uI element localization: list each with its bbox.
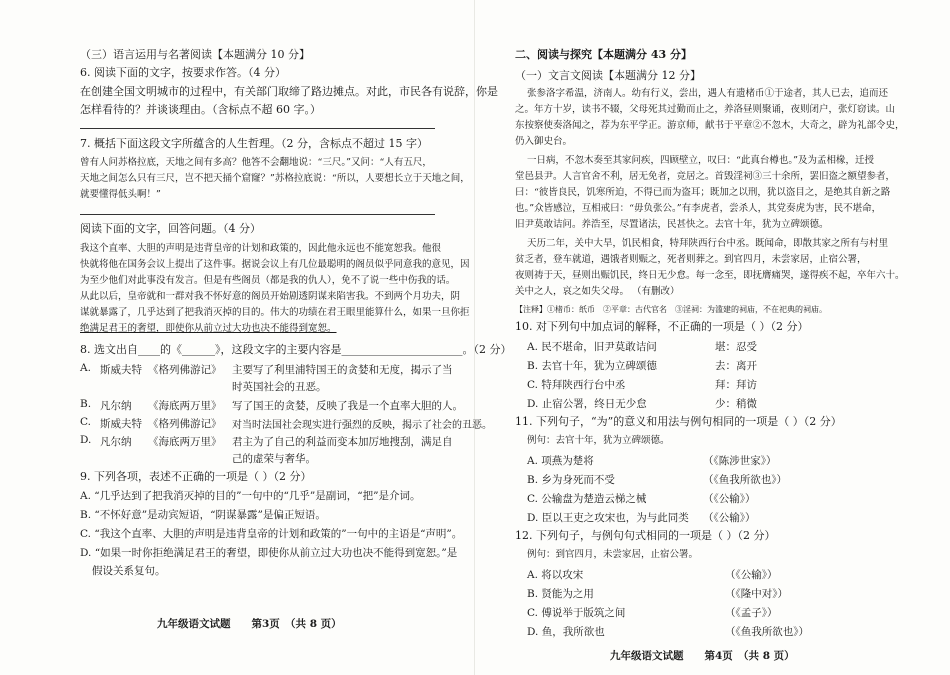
page-footer: 九年级语文试题 第4页 （共 8 页） (610, 650, 795, 662)
q11-option-a[interactable]: A. 项燕为楚将 (527, 455, 594, 467)
q9-option-c[interactable]: C. “我这个直率、大胆的声明是违背皇帝的计划和政策的”一句中的主语是“声明”。 (80, 528, 463, 540)
q10-option-a-explanation: 堪：忍受 (715, 341, 757, 353)
q9-option-b[interactable]: B. “不怀好意”是动宾短语，“阴谋暴露”是偏正短语。 (80, 509, 326, 521)
q12-option-a-source: （《公输》） (725, 569, 778, 581)
q8-option-letter[interactable]: C. (80, 416, 91, 428)
q9-option-d[interactable]: D. “如果一时你拒绝满足君王的奢望，即使你从前立过大功也决不能得到宽恕。”是 (80, 547, 458, 559)
answer-line[interactable] (80, 128, 435, 129)
q8-option-author: 凡尔纳 (100, 400, 132, 412)
passage-line: 旧尹莫敢诘问。养浩至，尽置诸法，民甚快之。去官十年，犹为立碑颂德。 (515, 219, 829, 230)
q10-option-c-explanation: 拜：拜访 (715, 379, 757, 391)
passage-line: 夜则祷于天，昼则出赈饥民，终日无少怠。每一念至，即抚膺痛哭，遂得疾不起，卒年六十。 (515, 270, 905, 281)
annotation-notes: 【注释】①楮币：纸币 ②平章：古代官名 ③淫祠：为滥建的祠庙，不在祀典的祠庙。 (515, 305, 827, 314)
passage-line: 堂邑县尹。人言官舍不利，居无免者，竞居之。首毁淫祠③三十余所，罢旧盗之额望参者， (515, 171, 896, 182)
reading-text: 绝满足君王的奢望，即使你从前立过大功也决不能得到宽恕。 (80, 323, 337, 334)
q10-option-a[interactable]: A. 民不堪命，旧尹莫敢诘问 (527, 341, 657, 353)
passage-line: 关中之人，哀之如失父母。 （有删改） (515, 286, 680, 297)
question-6-text: 在创建全国文明城市的过程中，有关部门取缔了路边摊点。对此，市民各有说辞，你是 (80, 85, 498, 98)
passage-line: 之。年方十岁，读书不辍，父母死其过勤而止之，养洛昼则聚诵，夜则闭户，张灯窃读。山 (515, 104, 896, 115)
reading-text: 从此以后，皇帝就和一群对我不怀好意的阁员开始剧透阴谋来陷害我。不到两个月功夫，阴 (80, 291, 461, 302)
q12-option-c[interactable]: C. 傅说举于版筑之间 (527, 607, 626, 619)
passage-line: 一日病，不忽木奏至其家问疾，四顾壁立，叹曰：“此真台樽也。”及为孟相椽，迁授 (527, 155, 874, 166)
q8-option-desc: 君主为了自己的利益而变本加厉地搜刮，满足自 (232, 436, 453, 448)
q11-option-b-source: （《鱼我所欲也》） (703, 474, 787, 486)
question-7-text: 天地之间怎么只有三尺，岂不把天捅个窟窿？”苏格拉底说：“所以，人要想长立于天地之间， (80, 173, 470, 184)
right-page (475, 0, 950, 675)
question-7-stem: 7. 概括下面这段文字所蕴含的人生哲理。（2 分，含标点不超过 15 字） (80, 137, 428, 150)
reading-text: 快就将他在国务会议上提出了这件事。据说会议上有几位最聪明的阁员似乎同意我的意见，因 (80, 259, 470, 270)
passage-line: 仍入御史台。 (515, 136, 573, 147)
reading-stem: 阅读下面的文字，回答问题。（4 分） (80, 222, 261, 235)
question-6-stem: 6. 阅读下面的文字，按要求作答。（4 分） (80, 66, 286, 79)
question-7-text: 就要懂得低头啊！” (80, 189, 161, 200)
question-9-stem: 9. 下列各项，表述不正确的一项是（ ）（2 分） (80, 470, 312, 483)
q11-option-d-source: （《公输》） (703, 512, 756, 524)
answer-line[interactable] (80, 214, 435, 215)
q11-option-a-source: （《陈涉世家》） (703, 455, 777, 467)
q8-option-desc: 己的虚荣与奢华。 (232, 453, 316, 465)
q9-option-d-cont: 假设关系复句。 (92, 565, 166, 577)
q10-option-b[interactable]: B. 去官十年，犹为立碑颂德 (527, 360, 657, 372)
q8-option-book: 《格列佛游记》 (148, 418, 222, 430)
q8-option-desc: 对当时法国社会现实进行强烈的反映，揭示了社会的丑恶。 (232, 420, 492, 431)
passage-line: 天历二年，关中大旱，饥民相食，特拜陕西行台中丞。既闻命，即散其家之所有与村里 (527, 238, 889, 249)
q8-option-desc: 写了国王的贪婪，反映了我是一个直率大胆的人。 (232, 400, 463, 412)
q12-example: 例句：到官四月，未尝家居，止宿公署。 (527, 549, 699, 560)
question-8-stem: 8. 选文出自____的《______》，这段文字的主要内容是______________________。（2 分） (80, 343, 512, 356)
q10-option-d-explanation: 少：稍微 (715, 398, 757, 410)
q11-option-c-source: （《公输》） (703, 493, 756, 505)
q12-option-c-source: （《孟子》） (725, 607, 778, 619)
q8-option-letter[interactable]: B. (80, 398, 92, 410)
q11-example: 例句：去官十年，犹为立碑颂德。 (527, 435, 670, 446)
q12-option-b[interactable]: B. 贤能为之用 (527, 588, 594, 600)
q11-option-c[interactable]: C. 公输盘为楚造云梯之械 (527, 493, 647, 505)
reading-text: 谋就暴露了，几乎达到了把我消灭掉的目的。伟大的功绩在君王眼里能算什么，如果一旦你拒 (80, 307, 470, 318)
passage-line: 曰：“彼皆良民，饥寒所迫，不得已而为盗耳；既加之以刑，犹以盗目之，是绝其自新之路 (515, 187, 891, 198)
sub-section-title: （一）文言文阅读【本题满分 12 分】 (515, 69, 701, 82)
section-title: 二、阅读与探究【本题满分 43 分】 (515, 48, 692, 61)
reading-text: 为至少他们对此事没有发言。但是有些阁员（都是我的仇人），免不了说一些中伤我的话。 (80, 275, 456, 286)
q8-option-book: 《海底两万里》 (148, 436, 222, 448)
page-footer: 九年级语文试题 第3页 （共 8 页） (157, 618, 342, 630)
q8-option-book: 《格列佛游记》 (148, 364, 222, 376)
q11-option-d[interactable]: D. 臣以王吏之攻宋也，为与此同类 (527, 512, 689, 524)
q12-option-b-source: （《隆中对》） (725, 588, 788, 600)
question-7-text: 曾有人问苏格拉底，天地之间有多高？他答不会翻地说：“三尺。”又问：“人有五尺， (80, 157, 432, 168)
q12-option-a[interactable]: A. 将以攻宋 (527, 569, 584, 581)
q9-option-a[interactable]: A. “几乎达到了把我消灭掉的目的”一句中的“几乎”是副词，“把”是介词。 (80, 490, 421, 502)
q8-option-author: 斯威夫特 (100, 364, 142, 376)
q10-option-c[interactable]: C. 特拜陕西行台中丞 (527, 379, 626, 391)
q8-option-author: 斯威夫特 (100, 418, 142, 430)
reading-text: 我这个直率、大胆的声明是违背皇帝的计划和政策的，因此他永远也不能宽恕我。他很 (80, 243, 442, 254)
q12-option-d[interactable]: D. 鱼，我所欲也 (527, 626, 605, 638)
question-11-stem: 11. 下列句子，“为”的意义和用法与例句相同的一项是（ ）（2 分） (515, 415, 842, 428)
q10-option-b-explanation: 去：离开 (715, 360, 757, 372)
passage-line: 贫乏者，登车就道，遇饿者则赈之，死者则葬之。到官四月，未尝家居，止宿公署， (515, 254, 867, 265)
section-title: （三）语言运用与名著阅读【本题满分 10 分】 (80, 48, 310, 61)
q10-option-d[interactable]: D. 止宿公署，终日无少怠 (527, 398, 647, 410)
q8-option-letter[interactable]: A. (80, 362, 91, 374)
question-12-stem: 12. 下列句子，与例句句式相同的一项是（ ）（2 分） (515, 529, 776, 542)
question-6-text: 怎样看待的？并谈谈理由。（含标点不超 60 字。） (80, 103, 321, 116)
q8-option-book: 《海底两万里》 (148, 400, 222, 412)
passage-line: 东按察使奏洛闻之，荐为东平学正。游京师，献书于平章②不忽木，大奇之，辟为礼部令史， (515, 120, 905, 131)
q8-option-desc: 时英国社会的丑恶。 (232, 381, 327, 393)
q8-option-author: 凡尔纳 (100, 436, 132, 448)
q11-option-b[interactable]: B. 乡为身死而不受 (527, 474, 615, 486)
passage-line: 也。”众皆感泣，互相戒曰：“毋负张公。”有李虎者，尝杀人，其党奏虎为害，民不堪命， (515, 203, 882, 214)
q8-option-desc: 主要写了利里浦特国王的贪婪和无度，揭示了当 (232, 364, 453, 376)
q12-option-d-source: （《鱼我所欲也》） (725, 626, 809, 638)
question-10-stem: 10. 对下列句中加点词的解释，不正确的一项是（ ）（2 分） (515, 320, 809, 333)
passage-line: 张参洛字希温，济南人。幼有行义，尝出，遇人有遗楮币①于途者，其人已去，追而还 (527, 88, 889, 99)
q8-option-letter[interactable]: D. (80, 434, 92, 446)
